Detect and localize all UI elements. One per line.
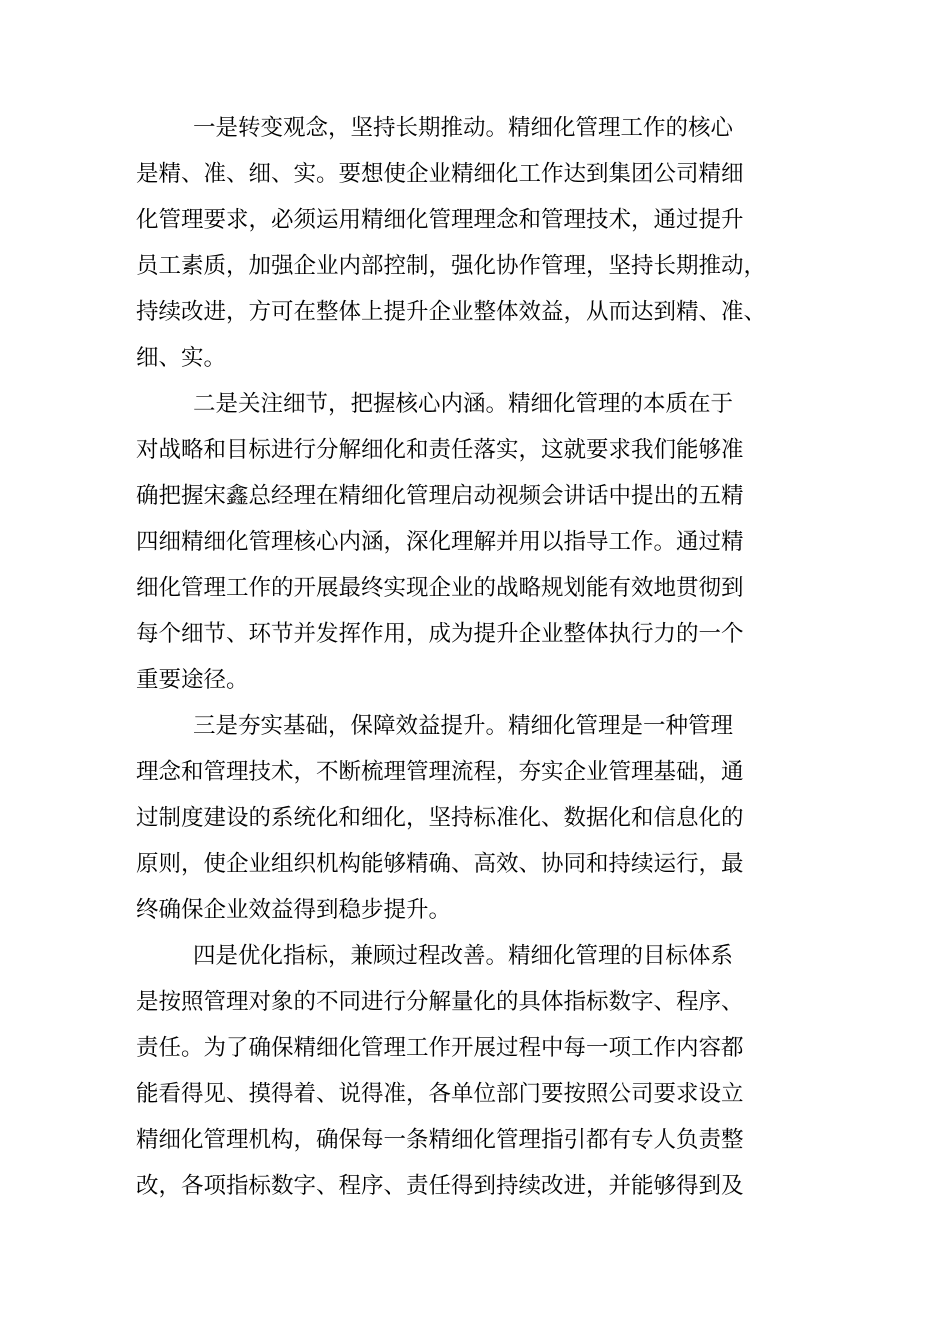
paragraph-line: 持续改进，方可在整体上提升企业整体效益，从而达到精、准、 — [136, 299, 767, 325]
paragraph-line: 确把握宋鑫总经理在精细化管理启动视频会讲话中提出的五精 — [136, 483, 744, 509]
paragraph-line: 改，各项指标数字、程序、责任得到持续改进，并能够得到及 — [136, 1173, 744, 1199]
paragraph-line: 对战略和目标进行分解细化和责任落实，这就要求我们能够准 — [136, 437, 744, 463]
paragraph-line: 员工素质，加强企业内部控制，强化协作管理，坚持长期推动， — [136, 253, 767, 279]
paragraph-line: 是按照管理对象的不同进行分解量化的具体指标数字、程序、 — [136, 989, 744, 1015]
paragraph-line: 化管理要求，必须运用精细化管理理念和管理技术，通过提升 — [136, 207, 744, 233]
paragraph-line: 四细精细化管理核心内涵，深化理解并用以指导工作。通过精 — [136, 529, 744, 555]
paragraph-line: 能看得见、摸得着、说得准，各单位部门要按照公司要求设立 — [136, 1081, 744, 1107]
paragraph-line: 细、实。 — [136, 345, 227, 371]
paragraph-line: 终确保企业效益得到稳步提升。 — [136, 897, 452, 923]
paragraph-line: 原则，使企业组织机构能够精确、高效、协同和持续运行，最 — [136, 851, 744, 877]
paragraph-line: 每个细节、环节并发挥作用，成为提升企业整体执行力的一个 — [136, 621, 744, 647]
paragraph-line: 细化管理工作的开展最终实现企业的战略规划能有效地贯彻到 — [136, 575, 744, 601]
paragraph-line: 一是转变观念，坚持长期推动。精细化管理工作的核心 — [193, 115, 734, 141]
paragraph-line: 精细化管理机构，确保每一条精细化管理指引都有专人负责整 — [136, 1127, 744, 1153]
paragraph-line: 重要途径。 — [136, 667, 249, 693]
paragraph-line: 过制度建设的系统化和细化，坚持标准化、数据化和信息化的 — [136, 805, 744, 831]
paragraph-line: 二是关注细节，把握核心内涵。精细化管理的本质在于 — [193, 391, 734, 417]
paragraph-line: 责任。为了确保精细化管理工作开展过程中每一项工作内容都 — [136, 1035, 744, 1061]
paragraph-line: 理念和管理技术，不断梳理管理流程，夯实企业管理基础，通 — [136, 759, 744, 785]
paragraph-line: 四是优化指标，兼顾过程改善。精细化管理的目标体系 — [193, 943, 734, 969]
paragraph-line: 是精、准、细、实。要想使企业精细化工作达到集团公司精细 — [136, 161, 744, 187]
paragraph-line: 三是夯实基础，保障效益提升。精细化管理是一种管理 — [193, 713, 734, 739]
